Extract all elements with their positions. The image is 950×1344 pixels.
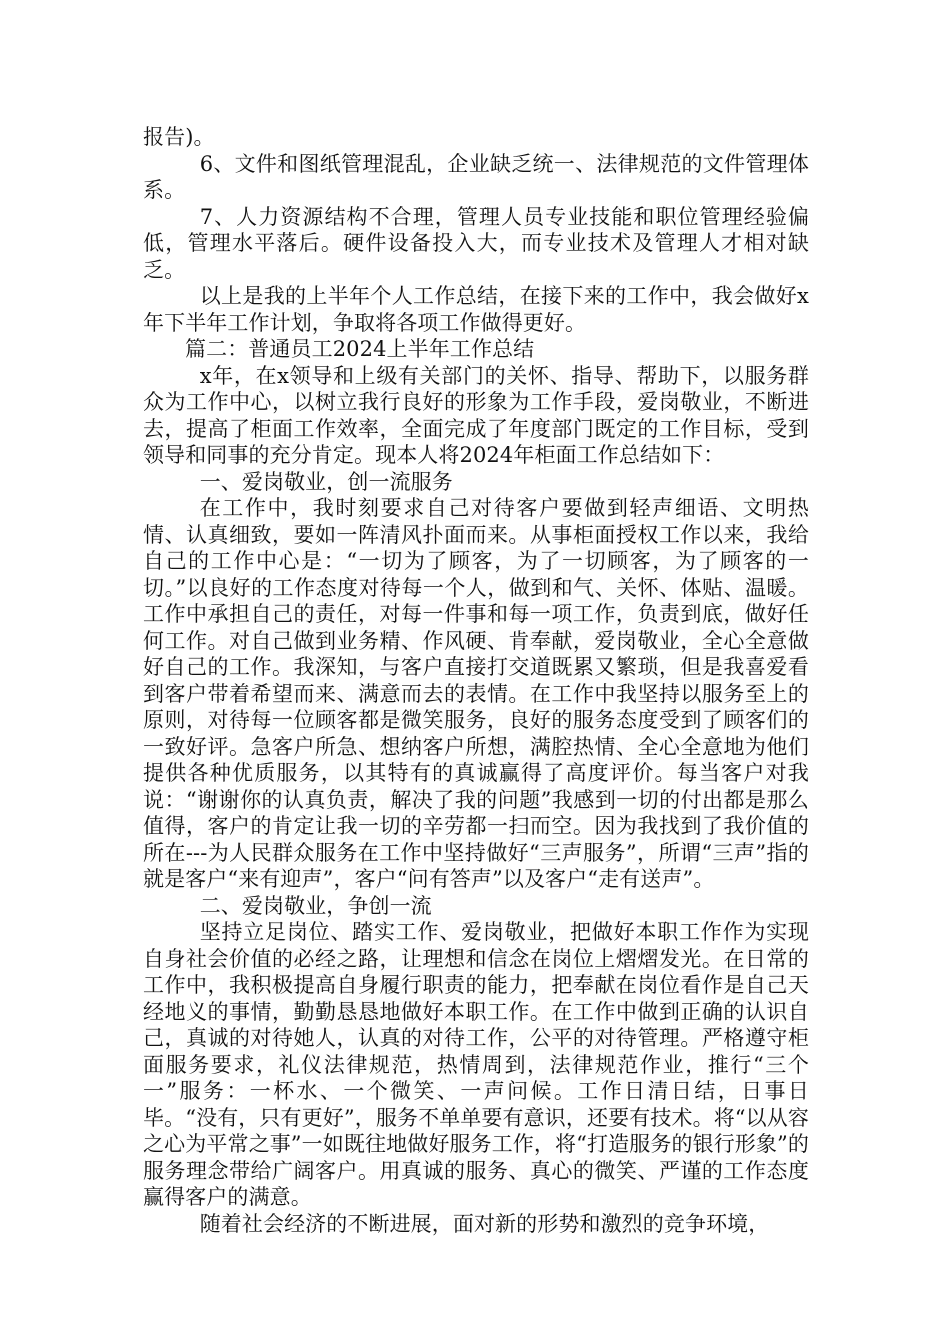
paragraph-service: 在工作中，我时刻要求自己对待客户要做到轻声细语、文明热情、认真细致，要如一阵清风扑面而来。从事柜面授权工作以来，我给自己的工作中心是：“一切为了顾客，为了一切顾客，为了顾客的一切。”以良好的工作态度对待每一个人，做到和气、关怀、体贴、温暖。工作中承担自己的责任，对每一件事和每一项工作，负责到底，做好任何工作。对自己做到业务精、作风硬、肯奉献，爱岗敬业，全心全意做好自己的工作。我深知，与客户直接打交道既累又繁琐，但是我喜爱看到客户带着希望而来、满意而去的表情。在工作中我坚持以服务至上的原则，对待每一位顾客都是微笑服务，良好的服务态度受到了顾客们的一致好评。急客户所急、想纳客户所想，满腔热情、全心全意地为他们提供各种优质服务，以其特有的真诚赢得了高度评价。每当客户对我说：“谢谢你的认真负责，解决了我的问题”我感到一切的付出都是那么值得，客户的肯定让我一切的辛劳都一扫而空。因为我找到了我价值的所在---为人民群众服务在工作中坚持做好“三声服务”，所谓“三声”指的就是客户“来有迎声”，客户“问有答声”以及客户“走有送声”。	[143, 496, 809, 891]
paragraph-report-end: 报告)。	[143, 125, 215, 149]
subheading-one: 一、爱岗敬业，创一流服务	[199, 469, 453, 494]
paragraph-development: 随着社会经济的不断进展，面对新的形势和激烈的竞争环境，	[199, 1211, 770, 1236]
paragraph-item-7: 7、人力资源结构不合理，管理人员专业技能和职位管理经验偏低，管理水平落后。硬件设备投入大，而专业技术及管理人才相对缺乏。	[143, 204, 809, 282]
paragraph-summary-closing: 以上是我的上半年个人工作总结，在接下来的工作中，我会做好x年下半年工作计划，争取将各项工作做得更好。	[143, 284, 809, 335]
paragraph-item-6: 6、文件和图纸管理混乱，企业缺乏统一、法律规范的文件管理体系。	[143, 151, 809, 202]
subheading-two: 二、爱岗敬业，争创一流	[199, 893, 432, 918]
paragraph-intro: x年，在x领导和上级有关部门的关怀、指导、帮助下，以服务群众为工作中心，以树立我行良好的形象为工作手段，爱岗敬业，不断进去，提高了柜面工作效率，全面完成了年度部门既定的工作目标，受到领导和同事的充分肯定。现本人将2024年柜面工作总结如下：	[143, 363, 809, 467]
paragraph-dedication: 坚持立足岗位、踏实工作、爱岗敬业，把做好本职工作作为实现自身社会价值的必经之路，让理想和信念在岗位上熠熠发光。在日常的工作中，我积极提高自身履行职责的能力，把奉献在岗位看作是自己天经地义的事情，勤勤恳恳地做好本职工作。在工作中做到正确的认识自己，真诚的对待她人，认真的对待工作，公平的对待管理。严格遵守柜面服务要求，礼仪法律规范，热情周到，法律规范作业，推行“三个一”服务：一杯水、一个微笑、一声问候。工作日清日结，日事日毕。“没有，只有更好”，服务不单单要有意识，还要有技术。将“以从容之心为平常之事”一如既往地做好服务工作，将“打造服务的银行形象”的服务理念带给广阔客户。用真诚的服务、真心的微笑、严谨的工作态度赢得客户的满意。	[143, 920, 809, 1209]
document-page	[143, 124, 809, 1237]
section-heading-part-two: 篇二：普通员工2024上半年工作总结	[185, 337, 535, 361]
